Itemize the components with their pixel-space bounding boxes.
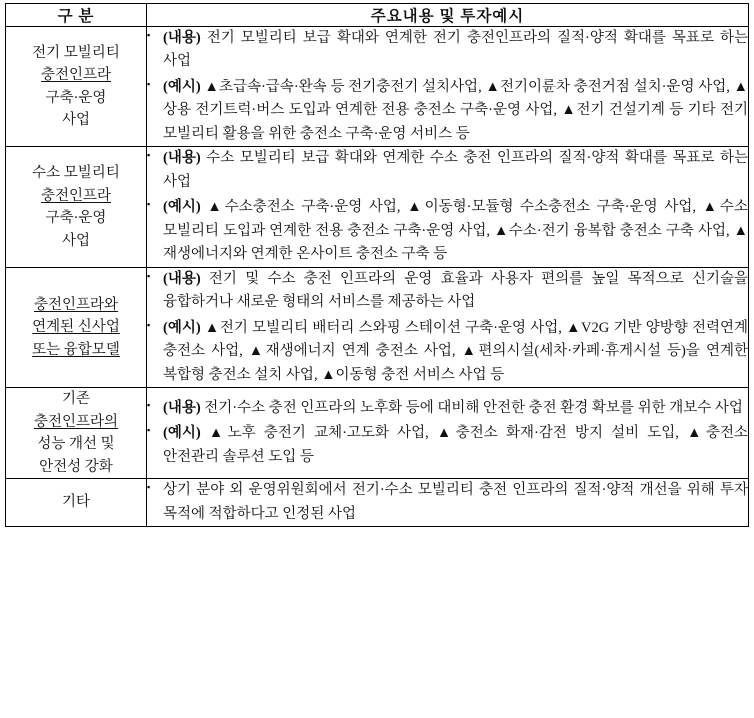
table-row [6,479,749,527]
square-bullet-icon: ▪ [147,30,151,40]
category-line: 사업 [61,232,90,249]
bullet-text [163,397,748,420]
content-cell [147,27,749,147]
bullet-label: (예시) [163,78,201,95]
square-bullet-icon: ▪ [147,78,151,89]
bullet-label: (내용) [163,270,201,287]
square-bullet-icon: ▪ [147,482,151,493]
category-line: 연계된 신사업 [32,319,120,336]
table-row [6,267,749,387]
category-line: 충전인프라와 [33,296,119,313]
category-cell [6,479,147,527]
square-bullet-icon: ▪ [147,399,151,410]
square-bullet-icon: ▪ [147,319,151,330]
bullet-label: (내용) [163,150,201,167]
bullet-text [163,268,748,315]
category-line: 수소 모빌리티 [32,165,120,182]
category-cell [6,147,147,267]
column-header-category: 구 분 [6,4,147,27]
bullet-item [147,268,748,315]
bullet-item [147,317,748,387]
bullet-text [163,27,748,74]
bullet-body: ▲수소충전소 구축·운영 사업, ▲이동형·모듈형 수소충전소 구축·운영 사업, ▲수소 모빌리티 도입과 연계한 전용 충전소 구축·운영 사업, ▲수소·전기 융복합 충전소 구축 사업, ▲재생에너지와 연계한 온사이트 충전소 구축 등 [163,199,748,263]
category-line: 안전성 강화 [39,458,113,475]
content-cell [147,388,749,479]
category-line: 충전인프라 [40,187,112,204]
square-bullet-icon: ▪ [147,199,151,210]
bullet-text [163,196,748,266]
bullet-item [147,397,748,420]
category-line: 기존 [61,391,90,408]
investment-examples-table [5,3,749,527]
bullet-text [163,479,748,526]
bullet-label: (예시) [163,425,201,442]
category-line: 사업 [61,112,90,129]
bullet-body: 전기·수소 충전 인프라의 노후화 등에 대비해 안전한 충전 환경 확보를 위한 개보수 사업 [200,399,743,416]
bullet-label: (예시) [163,319,201,336]
bullet-item [147,147,748,194]
bullet-item [147,27,748,74]
bullet-item [147,76,748,146]
bullet-text [163,422,748,469]
bullet-item [147,479,748,526]
square-bullet-icon: ▪ [147,150,151,161]
bullet-text [163,317,748,387]
bullet-label: (내용) [163,30,201,46]
bullet-body: ▲노후 충전기 교체·고도화 사업, ▲충전소 화재·감전 방지 설비 도입, ▲충전소 안전관리 솔루션 도입 등 [163,425,748,465]
table-row [6,388,749,479]
category-line: 충전인프라 [40,67,112,84]
category-cell [6,267,147,387]
content-cell [147,267,749,387]
content-cell [147,479,749,527]
category-line: 기타 [61,494,90,511]
column-header-content: 주요내용 및 투자예시 [147,4,749,27]
bullet-label: (예시) [163,199,201,216]
category-line: 전기 모빌리티 [32,44,120,61]
bullet-item [147,422,748,469]
category-line: 성능 개선 및 [37,436,115,453]
bullet-text [163,76,748,146]
bullet-item [147,196,748,266]
bullet-body: ▲초급속·급속·완속 등 전기충전기 설치사업, ▲전기이륜차 충전거점 설치·운영 사업, ▲상용 전기트럭·버스 도입과 연계한 전용 충전소 구축·운영 사업, ▲전기 건설기계 등 기타 전기 모빌리티 활용을 위한 충전소 구축·운영 서비스 등 [163,78,748,142]
table-head [6,4,749,27]
square-bullet-icon: ▪ [147,425,151,436]
category-cell [6,27,147,147]
category-line: 또는 융합모델 [32,341,120,358]
category-line: 구축·운영 [45,210,107,227]
bullet-body: ▲전기 모빌리티 배터리 스와핑 스테이션 구축·운영 사업, ▲V2G 기반 양방향 전력연계 충전소 사업, ▲재생에너지 연계 충전소 사업, ▲편의시설(세차·카페·휴게시설 등)을 연계한 복합형 충전소 설치 사업, ▲이동형 충전 서비스 사업 등 [163,319,748,383]
table-row [6,27,749,147]
table-header-row [6,4,749,27]
category-cell [6,388,147,479]
bullet-body: 상기 분야 외 운영위원회에서 전기·수소 모빌리티 충전 인프라의 질적·양적 개선을 위해 투자 목적에 적합하다고 인정된 사업 [163,482,748,522]
bullet-body: 전기 모빌리티 보급 확대와 연계한 전기 충전인프라의 질적·양적 확대를 목표로 하는 사업 [163,30,748,70]
content-cell [147,147,749,267]
table-body [6,27,749,527]
bullet-body: 전기 및 수소 충전 인프라의 운영 효율과 사용자 편의를 높일 목적으로 신기술을 융합하거나 새로운 형태의 서비스를 제공하는 사업 [163,270,748,311]
category-line: 구축·운영 [45,89,107,106]
square-bullet-icon: ▪ [147,270,151,281]
category-line: 충전인프라의 [33,413,119,430]
bullet-body: 수소 모빌리티 보급 확대와 연계한 수소 충전 인프라의 질적·양적 확대를 목표로 하는 사업 [163,150,748,190]
table-row [6,147,749,267]
bullet-text [163,147,748,194]
bullet-label: (내용) [163,399,201,416]
